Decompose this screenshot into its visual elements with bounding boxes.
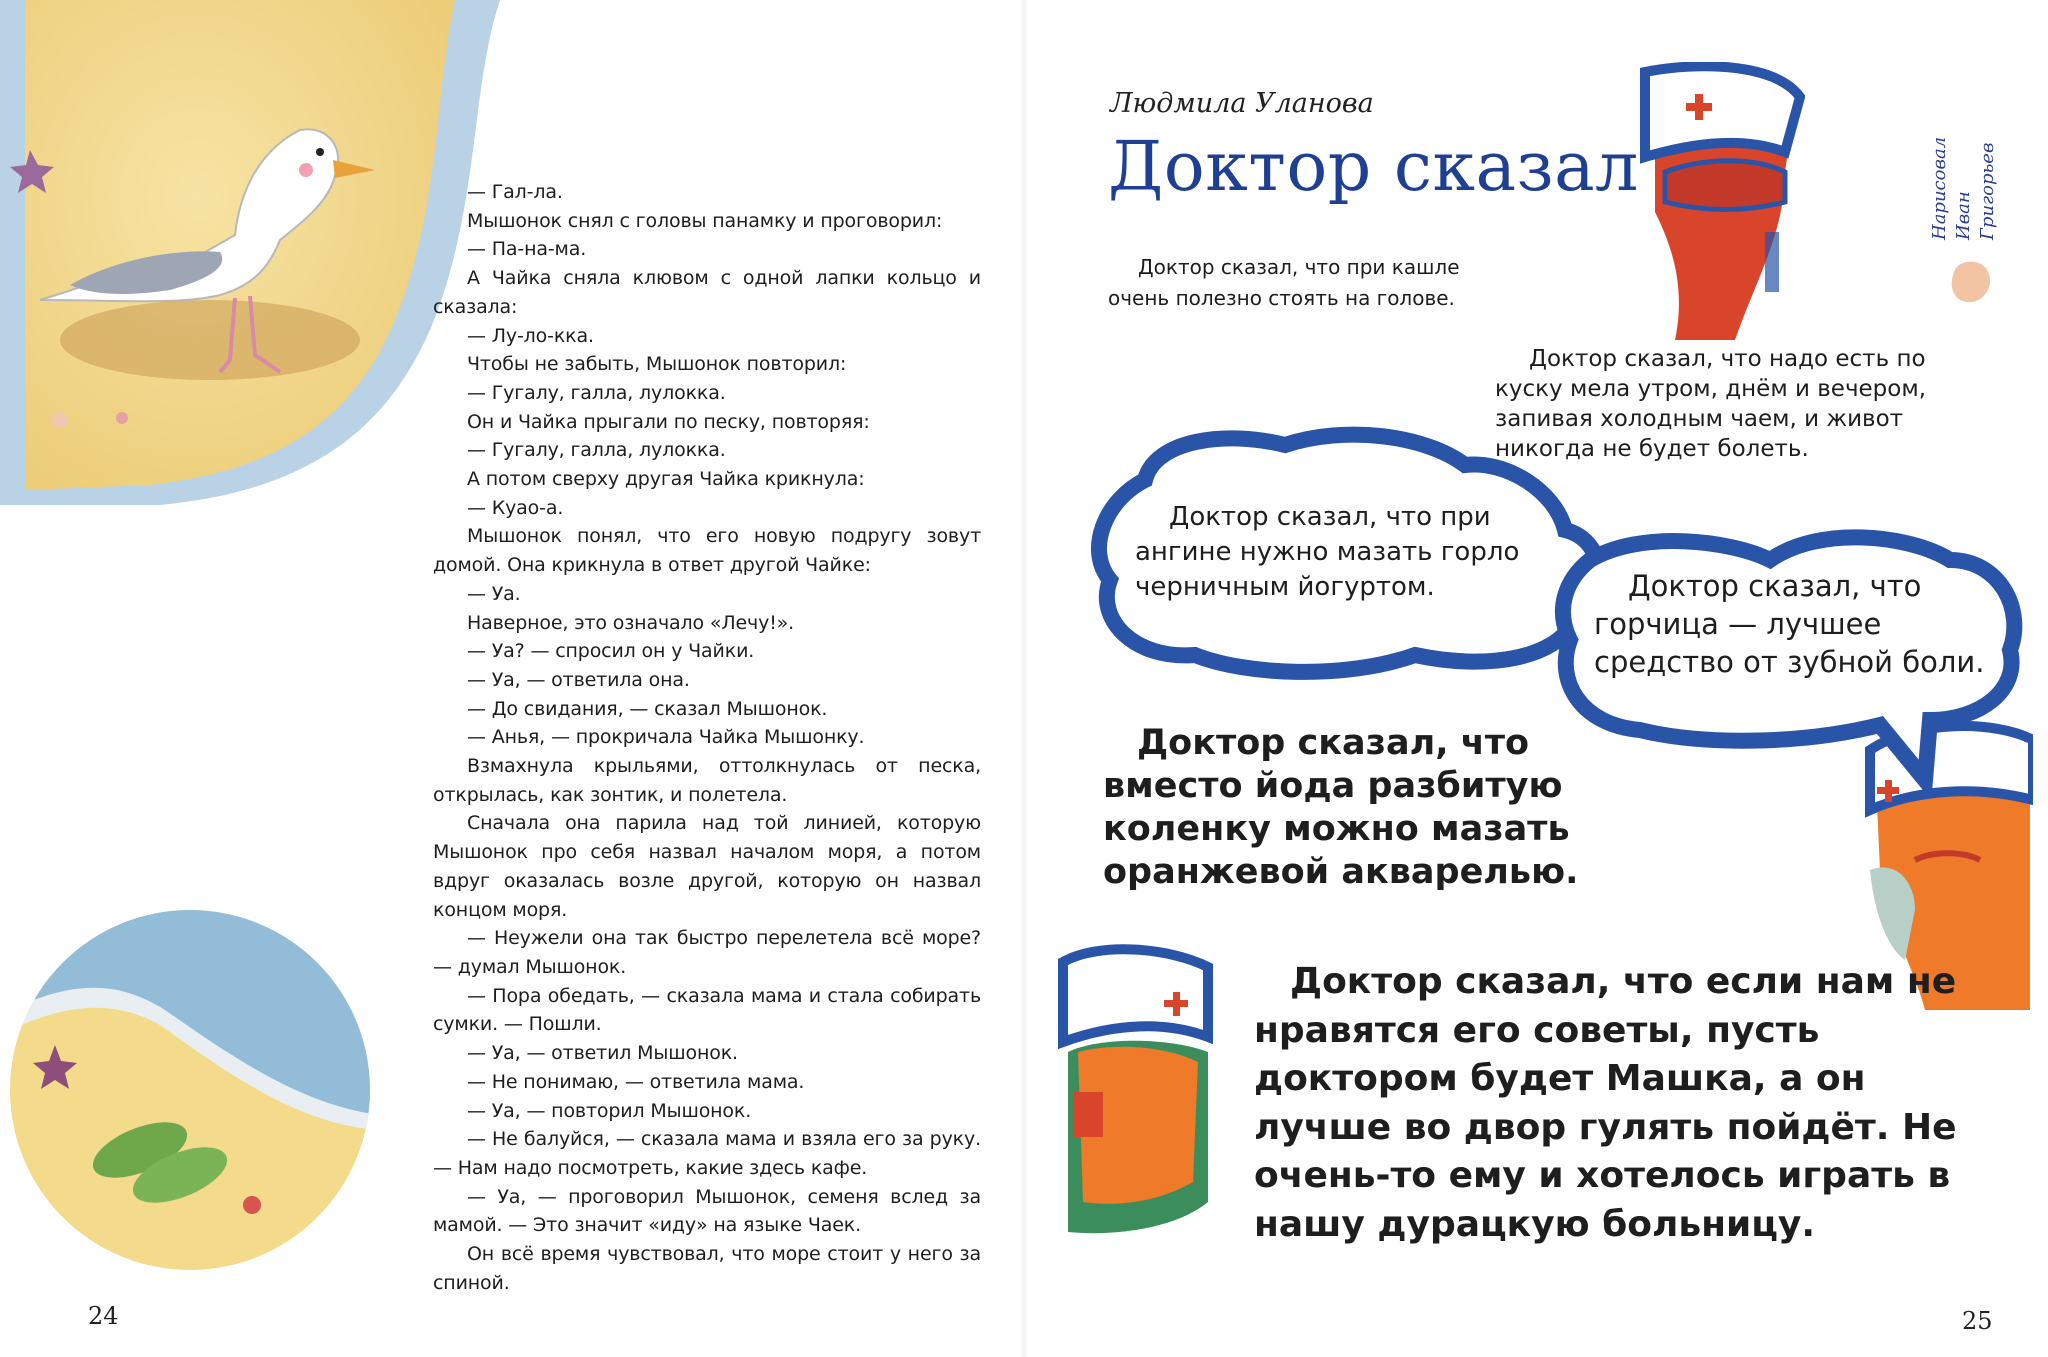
story-line: Чтобы не забыть, Мышонок повторил: (467, 353, 847, 376)
advice-paragraph-6: Доктор сказал, что если нам не нравятся его советы, пусть доктором будет Машка, а он лучше во двор гулять пойдёт. Не очень-то ему и хотелось играть в нашу дурацкую больницу. (1254, 961, 1957, 1245)
story-line: — Уа, — ответил Мышонок. (467, 1042, 738, 1065)
story-line: — Уа, — ответила она. (467, 668, 690, 691)
story-line: — Гал-ла. (467, 181, 563, 203)
story-line: — Анья, — прокричала Чайка Мышонку. (467, 726, 865, 749)
page-number: 25 (1962, 1307, 1993, 1335)
story-line: Сначала она парила над той линией, которую Мышонок про себя назвал началом моря, а потом вдруг оказалась возле другой, которую он назвал концом моря. (433, 812, 981, 921)
advice-paragraph-4: Доктор сказал, что горчица — лучшее средство от зубной боли. (1594, 569, 1985, 679)
story-line: Наверное, это означало «Лечу!». (467, 611, 795, 634)
story-line: — Гугалу, галла, лулокка. (467, 439, 726, 462)
story-line: — Па-на-ма. (467, 238, 587, 261)
seagull-illustration (0, 0, 500, 510)
story-line: — Уа? — спросил он у Чайки. (467, 640, 755, 663)
palette-blot-icon (1950, 258, 1992, 304)
story-line: — Не понимаю, — ответила мама. (467, 1070, 805, 1093)
slippers-illustration (0, 905, 380, 1285)
shell-icon (243, 1196, 261, 1214)
story-line: — Не балуйся, — сказала мама и взяла его за руку. — Нам надо посмотреть, какие здесь кафе. (433, 1128, 981, 1179)
story-line: — Уа. (467, 582, 521, 605)
author-name: Людмила Уланова (1110, 88, 1374, 119)
shell-icon (116, 412, 128, 424)
doctor-head-illustration-bottom (1058, 942, 1218, 1242)
story-line: — До свидания, — сказал Мышонок. (467, 697, 828, 720)
credits-line: Нарисовал (1929, 136, 1950, 240)
shell-icon (52, 412, 68, 428)
advice-paragraph-5: Доктор сказал, что вместо йода разбитую коленку можно мазать оранжевой акварелью. (1103, 723, 1579, 892)
illustrator-credits (1928, 120, 2000, 240)
story-line: — Уа, — проговорил Мышонок, семеня вслед за мамой. — Это значит «иду» на языке Чаек. (433, 1185, 981, 1237)
credits-line: Иван Григорьев (1953, 142, 1998, 240)
story-text (433, 178, 981, 1297)
story-line: А Чайка сняла клювом с одной лапки кольцо и сказала: (433, 267, 981, 318)
advice-paragraph-1: Доктор сказал, что при кашле очень полезно стоять на голове. (1108, 255, 1460, 310)
story-line: — Уа, — повторил Мышонок. (467, 1099, 752, 1122)
advice-paragraph-3: Доктор сказал, что при ангине нужно мазать горло черничным йогуртом. (1135, 502, 1520, 602)
page-number: 24 (88, 1302, 119, 1330)
story-line: Он всё время чувствовал, что море стоит у него за спиной. (433, 1243, 981, 1294)
gull-shadow (60, 300, 360, 380)
book-gutter (1020, 0, 1028, 1357)
doctor-head-illustration-top (1635, 62, 1805, 340)
story-line: Мышонок понял, что его новую подругу зовут домой. Она крикнула в ответ другой Чайке: (433, 525, 981, 577)
story-line: — Неужели она так быстро перелетела всё море? — думал Мышонок. (433, 927, 981, 978)
story-line: Он и Чайка прыгали по песку, повторяя: (467, 410, 870, 433)
page-title: Доктор сказал (1108, 128, 1639, 207)
story-line: — Пора обедать, — сказала мама и стала собирать сумки. — Пошли. (433, 984, 981, 1036)
advice-paragraph-2: Доктор сказал, что надо есть по куску мела утром, днём и вечером, запивая холодным чаем, и живот никогда не будет болеть. (1495, 346, 1927, 462)
story-line: Мышонок снял с головы панамку и проговорил: (467, 209, 943, 232)
story-line: Взмахнула крыльями, оттолкнулась от песка, открылась, как зонтик, и полетела. (433, 755, 981, 806)
story-line: — Куао-а. (467, 496, 564, 519)
story-line: — Гугалу, галла, лулокка. (467, 381, 726, 404)
story-line: — Лу-ло-кка. (467, 324, 594, 347)
story-line: А потом сверху другая Чайка крикнула: (467, 468, 865, 491)
